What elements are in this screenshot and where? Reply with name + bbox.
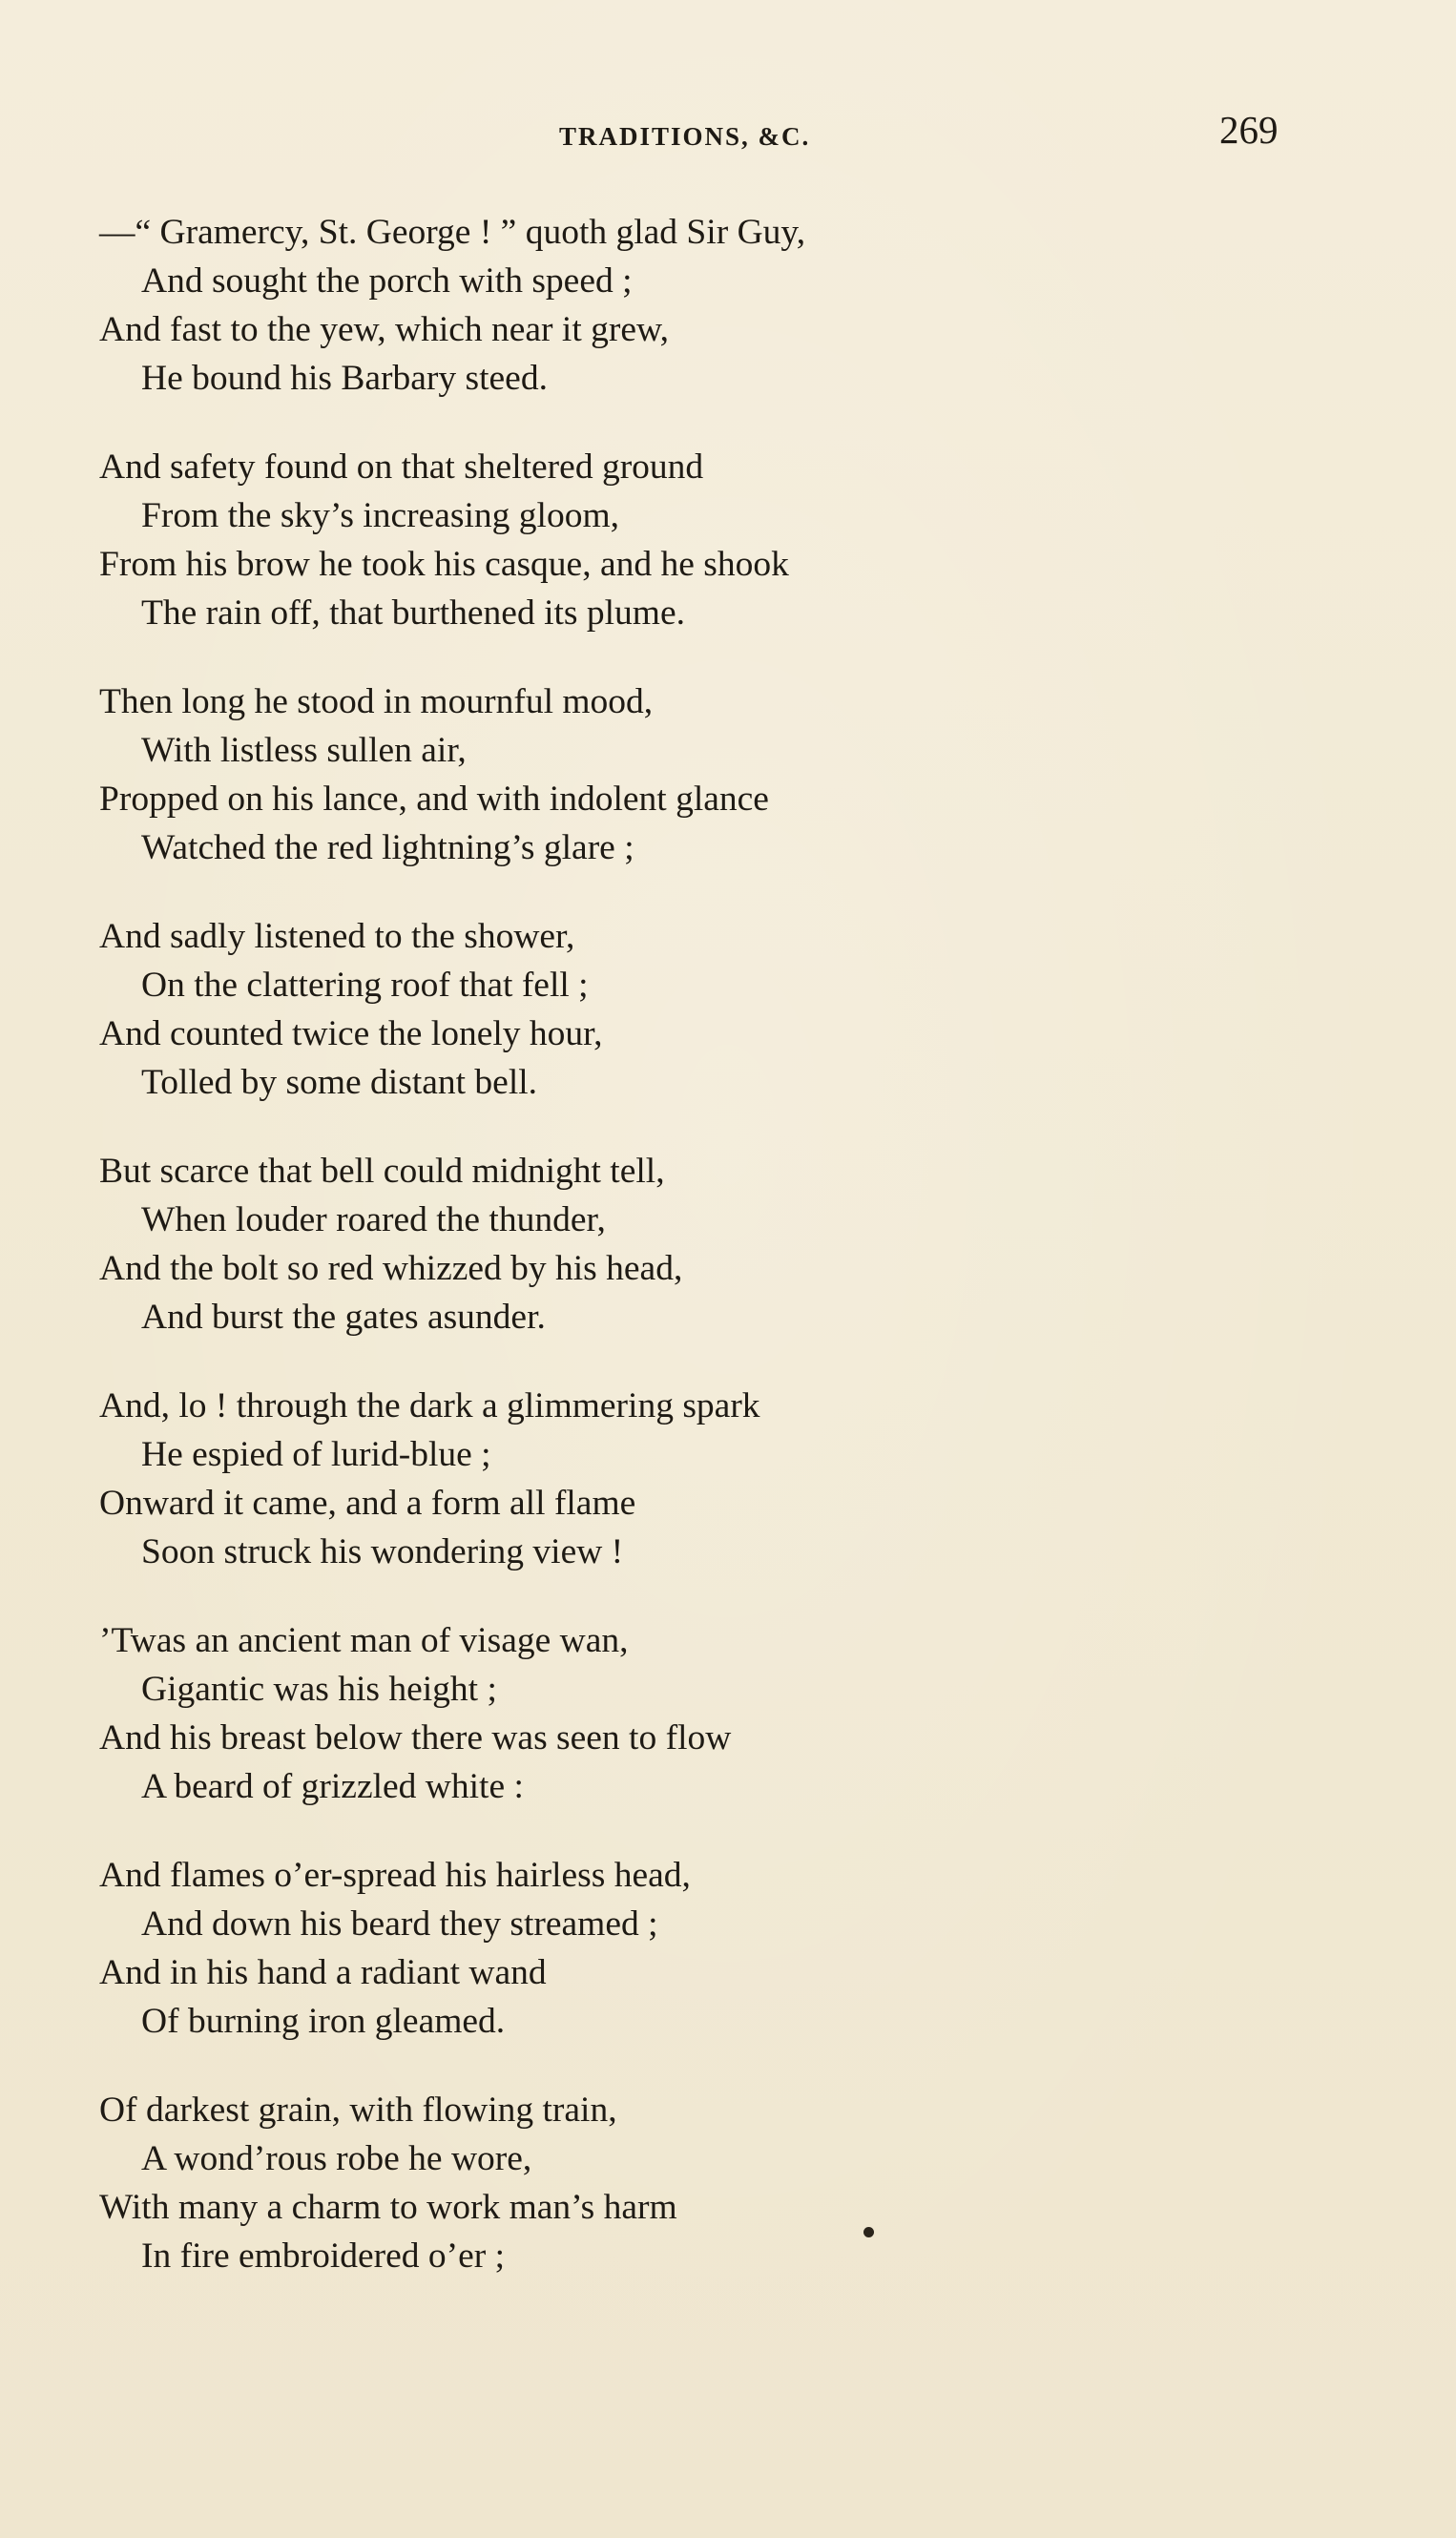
poem-line: With listless sullen air, xyxy=(141,731,467,770)
poem-line: In fire embroidered o’er ; xyxy=(141,2236,506,2276)
poem-line: And fast to the yew, which near it grew, xyxy=(99,310,670,349)
poem-line: And down his beard they streamed ; xyxy=(141,1904,658,1944)
poem-line: A beard of grizzled white : xyxy=(141,1767,524,1806)
stanza xyxy=(99,1147,1053,1342)
poem-line: He bound his Barbary steed. xyxy=(141,359,548,398)
running-head xyxy=(0,107,1456,164)
poem-line: From the sky’s increasing gloom, xyxy=(141,496,619,535)
poem-line: But scarce that bell could midnight tell, xyxy=(99,1152,665,1191)
poem-line: On the clattering roof that fell ; xyxy=(141,966,589,1005)
poem-line: The rain off, that burthened its plume. xyxy=(141,593,685,633)
poem-line: Of darkest grain, with flowing train, xyxy=(99,2091,617,2130)
poem-line: From his brow he took his casque, and he shook xyxy=(99,545,789,584)
stanza xyxy=(99,677,1053,872)
poem-line: And safety found on that sheltered ground xyxy=(99,447,704,487)
poem-line: And burst the gates asunder. xyxy=(141,1298,546,1337)
poem-line: With many a charm to work man’s harm xyxy=(99,2188,677,2227)
poem-line: He espied of lurid-blue ; xyxy=(141,1435,491,1474)
poem-line: And sought the porch with speed ; xyxy=(141,261,633,301)
stanza xyxy=(99,208,1053,403)
stanza xyxy=(99,1851,1053,2046)
poem-line: And in his hand a radiant wand xyxy=(99,1953,547,1992)
poem-line: And flames o’er-spread his hairless head, xyxy=(99,1856,691,1895)
poem-line: ’Twas an ancient man of visage wan, xyxy=(99,1621,629,1660)
poem-body xyxy=(99,208,1053,2320)
poem-line: Tolled by some distant bell. xyxy=(141,1063,538,1102)
stanza xyxy=(99,912,1053,1107)
poem-line: And, lo ! through the dark a glimmering spark xyxy=(99,1386,760,1425)
poem-line: Watched the red lightning’s glare ; xyxy=(141,828,634,867)
poem-line: And his breast below there was seen to flow xyxy=(99,1718,732,1758)
poem-line: And counted twice the lonely hour, xyxy=(99,1014,603,1053)
poem-line: Propped on his lance, and with indolent glance xyxy=(99,780,769,819)
poem-line: When louder roared the thunder, xyxy=(141,1200,606,1239)
stanza xyxy=(99,1616,1053,1811)
poem-line: —“ Gramercy, St. George ! ” quoth glad Sir Guy, xyxy=(99,213,806,252)
poem-line: And the bolt so red whizzed by his head, xyxy=(99,1249,683,1288)
poem-line: Onward it came, and a form all flame xyxy=(99,1484,636,1523)
stanza xyxy=(99,2086,1053,2280)
page-number: 269 xyxy=(1219,108,1279,152)
running-title: TRADITIONS, &C. xyxy=(559,122,811,151)
poem-line: Gigantic was his height ; xyxy=(141,1670,497,1709)
stanza xyxy=(99,1382,1053,1576)
poem-line: A wond’rous robe he wore, xyxy=(141,2139,532,2178)
poem-line: Of burning iron gleamed. xyxy=(141,2002,506,2041)
stanza xyxy=(99,443,1053,637)
poem-line: Soon struck his wondering view ! xyxy=(141,1532,624,1571)
show-through-text xyxy=(1073,212,1446,2292)
poem-line: Then long he stood in mournful mood, xyxy=(99,682,654,721)
poem-line: And sadly listened to the shower, xyxy=(99,917,575,956)
ink-speck xyxy=(863,2227,874,2237)
